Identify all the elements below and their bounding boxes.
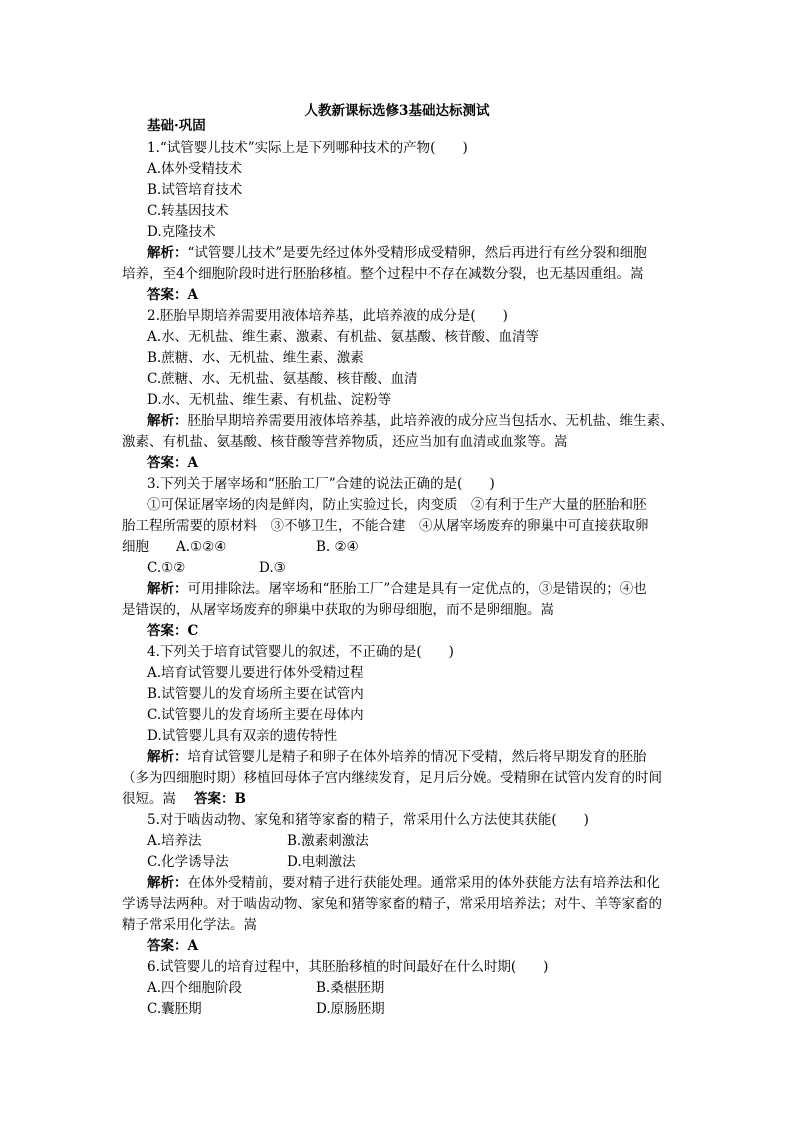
question-3-stem: 3.下列关于屠宰场和“胚胎工厂”合建的说法正确的是( )	[147, 476, 495, 492]
analysis-text: 培养，至4个细胞阶段时进行胚胎移植。整个过程中不存在减数分裂，也无基因重组。	[122, 266, 631, 282]
question-5-answer: 答案：A	[147, 938, 198, 954]
question-5-option-b: B.激素刺激法	[287, 833, 369, 849]
analysis-text: 激素、有机盐、氨基酸、核苷酸等营养物质，还应当加有血清或血浆等。	[122, 434, 554, 450]
question-4-analysis-end	[122, 791, 246, 807]
question-6-option-b: B.桑椹胚期	[316, 980, 385, 996]
question-2-option-a: A.水、无机盐、维生素、激素、有机盐、氨基酸、核苷酸、血清等	[147, 329, 540, 345]
question-1-option-b: B.试管培育技术	[147, 182, 243, 198]
question-2-option-b: B.蔗糖、水、无机盐、维生素、激素	[147, 350, 364, 366]
question-4-option-b: B.试管婴儿的发育场所主要在试管内	[147, 686, 364, 702]
analysis-label: 解析：	[147, 581, 188, 597]
question-2-answer: 答案：A	[147, 455, 198, 471]
analysis-label: 解析：	[147, 413, 188, 429]
question-4-stem: 4.下列关于培育试管婴儿的叙述，不正确的是( )	[147, 644, 454, 660]
question-3-analysis-cont	[122, 602, 554, 618]
mark-glyph: 嵩	[540, 602, 554, 618]
mark-glyph: 嵩	[243, 917, 257, 933]
question-3-option-d: D.③	[259, 560, 286, 576]
question-1-option-c: C.转基因技术	[147, 203, 229, 219]
analysis-text: 可用排除法。屠宰场和“胚胎工厂”合建是具有一定优点的，③是错误的；④也	[187, 581, 647, 597]
question-3-option-b: B. ②④	[316, 539, 359, 555]
mark-glyph: 嵩	[162, 791, 176, 807]
question-3-option-a: 细胞 A.①②④	[122, 539, 227, 555]
analysis-text: 是错误的，从屠宰场废弃的卵巢中获取的为卵母细胞，而不是卵细胞。	[122, 602, 541, 618]
question-1-answer: 答案：A	[147, 287, 198, 303]
question-5-stem: 5.对于啮齿动物、家兔和猪等家畜的精子，常采用什么方法使其获能( )	[147, 812, 589, 828]
question-4-analysis-cont: （多为四细胞时期）移植回母体子宫内继续发育，足月后分娩。受精卵在试管内发育的时间	[122, 770, 662, 786]
question-2-option-d: D.水、无机盐、维生素、有机盐、淀粉等	[147, 392, 392, 408]
question-6-option-a: A.四个细胞阶段	[147, 980, 243, 996]
question-3-option-c: C.①②	[147, 560, 186, 576]
question-3-line-2: 胎工程所需要的原材料 ③不够卫生，不能合建 ④从屠宰场废弃的卵巢中可直接获取卵	[122, 518, 649, 534]
mark-glyph: 嵩	[630, 266, 644, 282]
analysis-text: 胚胎早期培养需要用液体培养基，此培养液的成分应当包括水、无机盐、维生素、	[187, 413, 674, 429]
question-5-option-d: D.电刺激法	[287, 854, 356, 870]
analysis-text: 很短。	[122, 791, 163, 807]
analysis-text: 精子常采用化学法。	[122, 917, 244, 933]
question-1-option-a: A.体外受精技术	[147, 161, 243, 177]
question-4-analysis	[147, 749, 647, 765]
question-2-option-c: C.蔗糖、水、无机盐、氨基酸、核苷酸、血清	[147, 371, 418, 387]
question-5-option-a: A.培养法	[147, 833, 202, 849]
question-5-analysis-end	[122, 917, 257, 933]
question-6-option-c: C.囊胚期	[147, 1001, 202, 1017]
question-4-answer: 答案：B	[194, 791, 246, 807]
section-heading: 基础·巩固	[147, 118, 206, 134]
question-1-option-d: D.克隆技术	[147, 224, 216, 240]
page-title: 人教新课标选修3基础达标测试	[304, 103, 490, 119]
question-1-analysis-cont	[122, 266, 644, 282]
question-2-analysis	[147, 413, 674, 429]
question-1-stem: 1.“试管婴儿技术”实际上是下列哪种技术的产物( )	[147, 140, 468, 156]
question-2-analysis-cont	[122, 434, 568, 450]
analysis-text: “试管婴儿技术”是要先经过体外受精形成受精卵，然后再进行有丝分裂和细胞	[187, 245, 647, 261]
analysis-label: 解析：	[147, 245, 188, 261]
analysis-label: 解析：	[147, 875, 188, 891]
question-4-option-c: C.试管婴儿的发育场所主要在母体内	[147, 707, 364, 723]
question-1-analysis	[147, 245, 647, 261]
question-2-stem: 2.胚胎早期培养需要用液体培养基，此培养液的成分是( )	[147, 308, 508, 324]
analysis-text: 培育试管婴儿是精子和卵子在体外培养的情况下受精，然后将早期发育的胚胎	[187, 749, 647, 765]
question-4-option-a: A.培育试管婴儿要进行体外受精过程	[147, 665, 364, 681]
analysis-label: 解析：	[147, 749, 188, 765]
question-3-analysis	[147, 581, 647, 597]
question-5-analysis-cont: 学诱导法两种。对于啮齿动物、家兔和猪等家畜的精子，常采用培养法；对牛、羊等家畜的	[122, 896, 662, 912]
question-5-analysis	[147, 875, 660, 891]
question-5-option-c: C.化学诱导法	[147, 854, 229, 870]
question-4-option-d: D.试管婴儿具有双亲的遗传特性	[147, 728, 338, 744]
question-3-line-1: ①可保证屠宰场的肉是鲜肉，防止实验过长，肉变质 ②有利于生产大量的胚胎和胚	[147, 497, 647, 513]
question-6-option-d: D.原肠胚期	[316, 1001, 385, 1017]
mark-glyph: 嵩	[554, 434, 568, 450]
question-6-stem: 6.试管婴儿的培育过程中，其胚胎移植的时间最好在什么时期( )	[147, 959, 549, 975]
analysis-text: 在体外受精前，要对精子进行获能处理。通常采用的体外获能方法有培养法和化	[187, 875, 660, 891]
question-3-answer: 答案：C	[147, 623, 199, 639]
